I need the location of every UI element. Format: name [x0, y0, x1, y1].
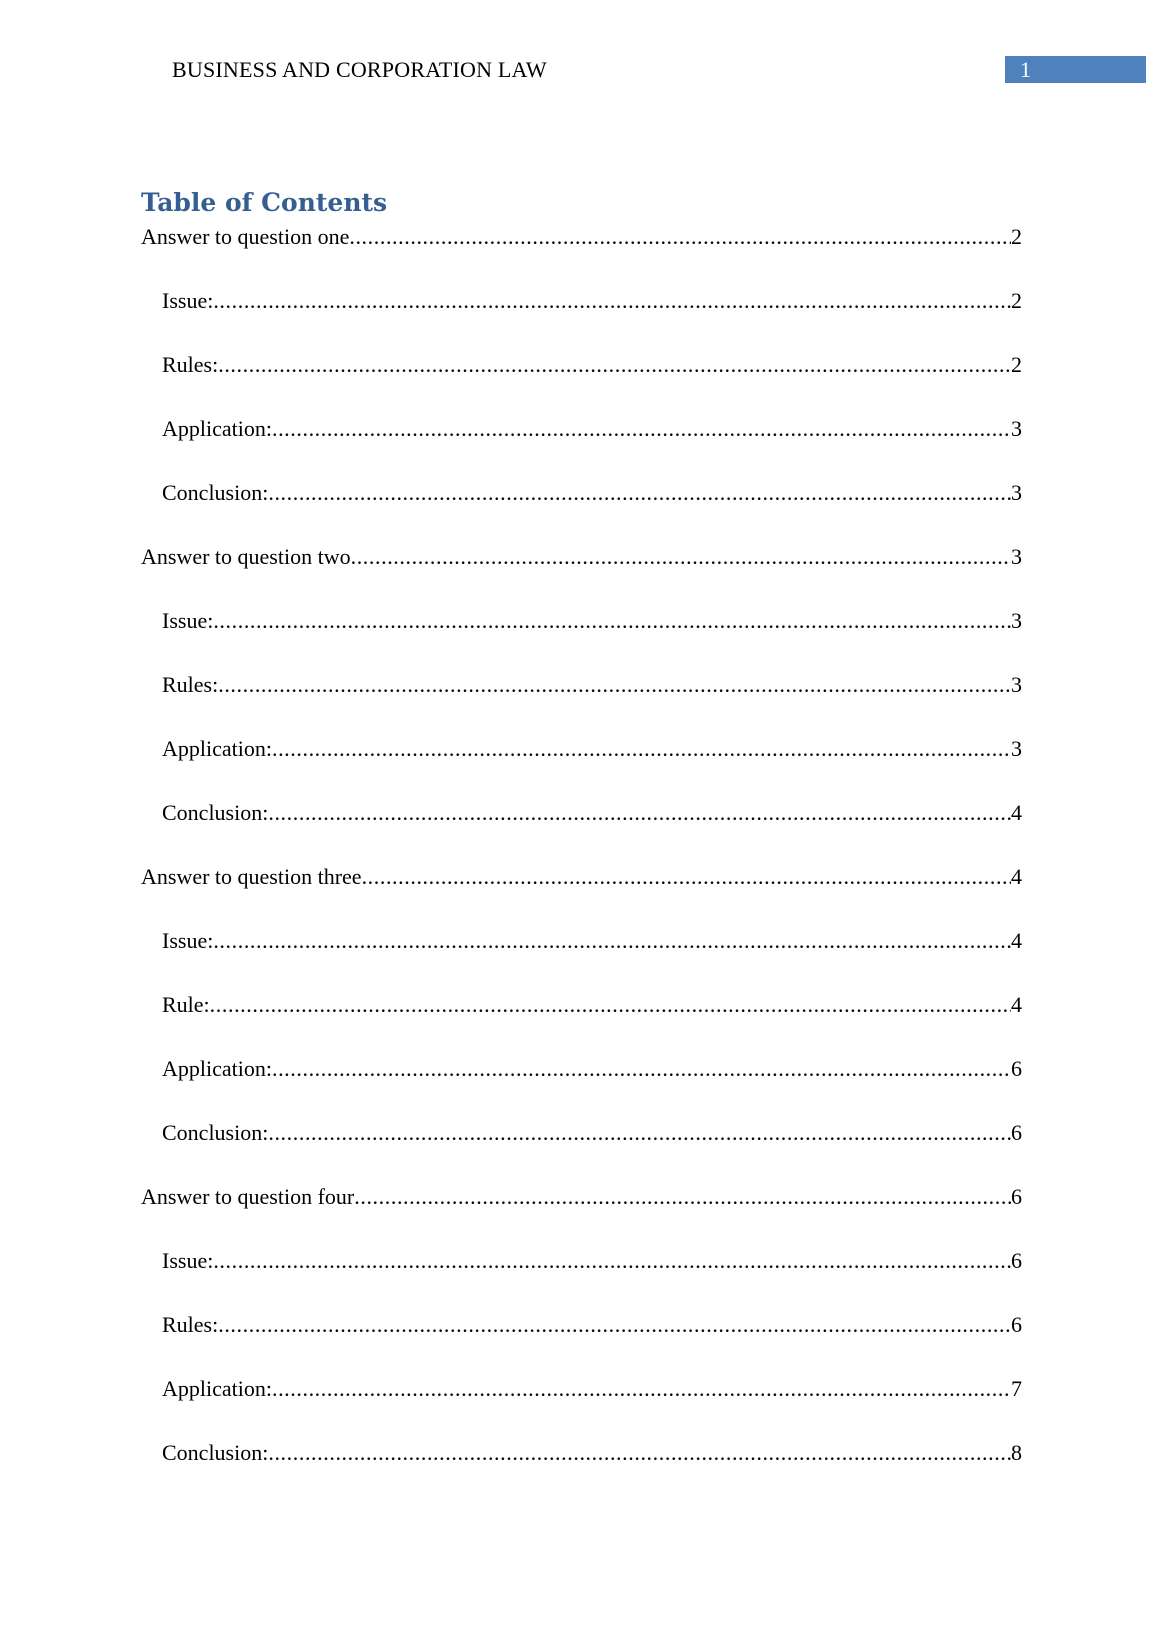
- toc-heading: Table of Contents: [141, 188, 388, 217]
- toc-entry-page: 2: [1011, 224, 1022, 249]
- running-header-title: BUSINESS AND CORPORATION LAW: [172, 57, 547, 82]
- toc-entry-page: 3: [1011, 736, 1022, 761]
- toc-entry-label: Rules:: [162, 352, 219, 377]
- toc-entry[interactable]: [141, 478, 1022, 542]
- toc-entry-label: Issue:: [162, 608, 214, 633]
- toc-dot-leader: [268, 798, 1011, 828]
- toc-entry-label: Application:: [162, 1056, 272, 1081]
- toc-entry-page: 3: [1011, 544, 1022, 569]
- toc-dot-leader: [213, 606, 1011, 636]
- toc-entry[interactable]: [141, 414, 1022, 478]
- toc-entry-label: Application:: [162, 736, 272, 761]
- toc-dot-leader: [362, 862, 1011, 892]
- toc-entry-page: 3: [1011, 480, 1022, 505]
- toc-dot-leader: [268, 1118, 1011, 1148]
- toc-list: [141, 222, 1022, 1502]
- toc-entry-page: 6: [1011, 1312, 1022, 1337]
- toc-entry[interactable]: [141, 1182, 1022, 1246]
- toc-entry[interactable]: [141, 286, 1022, 350]
- toc-entry-page: 7: [1011, 1376, 1022, 1401]
- toc-entry-label: Issue:: [162, 288, 214, 313]
- toc-entry[interactable]: [141, 1054, 1022, 1118]
- toc-entry[interactable]: [141, 734, 1022, 798]
- toc-entry-label: Rules:: [162, 672, 219, 697]
- toc-entry[interactable]: [141, 798, 1022, 862]
- toc-entry-page: 6: [1011, 1120, 1022, 1145]
- toc-entry-page: 6: [1011, 1056, 1022, 1081]
- toc-entry[interactable]: [141, 1374, 1022, 1438]
- toc-entry-label: Issue:: [162, 1248, 214, 1273]
- toc-dot-leader: [218, 670, 1011, 700]
- toc-entry[interactable]: [141, 1310, 1022, 1374]
- toc-entry-label: Conclusion:: [162, 1440, 269, 1465]
- toc-dot-leader: [268, 478, 1011, 508]
- toc-dot-leader: [213, 1246, 1011, 1276]
- toc-entry-page: 3: [1011, 416, 1022, 441]
- toc-entry-label: Answer to question three: [141, 864, 362, 889]
- toc-entry-page: 2: [1011, 288, 1022, 313]
- toc-dot-leader: [354, 1182, 1011, 1212]
- toc-entry-label: Rules:: [162, 1312, 219, 1337]
- toc-dot-leader: [218, 1310, 1011, 1340]
- toc-entry-label: Answer to question two: [141, 544, 351, 569]
- toc-entry[interactable]: [141, 990, 1022, 1054]
- page-number-badge: 1: [1005, 56, 1146, 83]
- toc-dot-leader: [213, 926, 1011, 956]
- toc-entry-label: Rule:: [162, 992, 210, 1017]
- toc-entry-label: Answer to question one: [141, 224, 350, 249]
- toc-entry-page: 2: [1011, 352, 1022, 377]
- toc-entry-page: 4: [1011, 864, 1022, 889]
- toc-dot-leader: [218, 350, 1011, 380]
- toc-dot-leader: [349, 222, 1011, 252]
- toc-dot-leader: [210, 990, 1011, 1020]
- toc-entry[interactable]: [141, 606, 1022, 670]
- toc-entry[interactable]: [141, 542, 1022, 606]
- toc-entry[interactable]: [141, 926, 1022, 990]
- toc-entry-label: Answer to question four: [141, 1184, 355, 1209]
- toc-dot-leader: [272, 1374, 1011, 1404]
- toc-dot-leader: [272, 414, 1011, 444]
- toc-entry-page: 4: [1011, 928, 1022, 953]
- toc-entry-page: 4: [1011, 992, 1022, 1017]
- toc-entry-page: 6: [1011, 1184, 1022, 1209]
- toc-dot-leader: [272, 1054, 1011, 1084]
- toc-entry-page: 3: [1011, 608, 1022, 633]
- toc-entry[interactable]: [141, 222, 1022, 286]
- toc-entry[interactable]: [141, 670, 1022, 734]
- toc-entry-page: 6: [1011, 1248, 1022, 1273]
- toc-dot-leader: [268, 1438, 1011, 1468]
- toc-entry-label: Conclusion:: [162, 480, 269, 505]
- toc-entry-label: Application:: [162, 1376, 272, 1401]
- toc-entry[interactable]: [141, 862, 1022, 926]
- toc-dot-leader: [351, 542, 1011, 572]
- toc-dot-leader: [213, 286, 1011, 316]
- toc-entry[interactable]: [141, 1246, 1022, 1310]
- toc-entry-label: Conclusion:: [162, 800, 269, 825]
- toc-entry-label: Conclusion:: [162, 1120, 269, 1145]
- toc-entry-page: 4: [1011, 800, 1022, 825]
- toc-entry[interactable]: [141, 1438, 1022, 1502]
- toc-entry[interactable]: [141, 1118, 1022, 1182]
- toc-entry-page: 8: [1011, 1440, 1022, 1465]
- toc-entry-label: Application:: [162, 416, 272, 441]
- toc-entry[interactable]: [141, 350, 1022, 414]
- toc-entry-page: 3: [1011, 672, 1022, 697]
- toc-entry-label: Issue:: [162, 928, 214, 953]
- toc-dot-leader: [272, 734, 1011, 764]
